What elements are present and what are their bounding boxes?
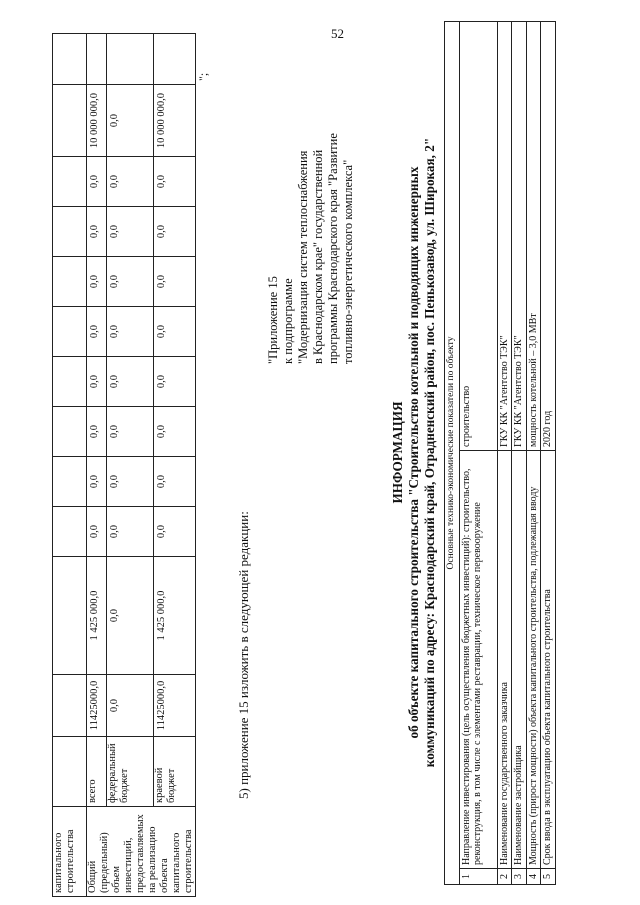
row-sublabel: всего: [87, 737, 107, 807]
cell-value: 11425000,0: [87, 675, 107, 737]
cell-value: 0,0: [153, 207, 195, 257]
table-row: [526, 21, 541, 884]
cell-value: 0,0: [106, 557, 153, 675]
cell-value: 0,0: [87, 257, 107, 307]
row-label: капитального строительства: [53, 807, 87, 897]
cell-value: 0,0: [153, 157, 195, 207]
indicator-value: строительство: [459, 21, 497, 450]
cell-value: 0,0: [87, 307, 107, 357]
financing-table: [52, 33, 196, 897]
indicator-name: Наименование государственного заказчика: [497, 451, 512, 869]
indicator-name: Мощность (прирост мощности) объекта капитального строительства, подлежащая вводу: [526, 451, 541, 869]
indicator-value: мощность котельной – 3,0 МВт: [526, 21, 541, 450]
appendix-heading: [266, 133, 356, 364]
cell-value: 0,0: [87, 157, 107, 207]
table-row: [512, 21, 527, 884]
row-number: 5: [541, 869, 556, 885]
table-row: [106, 34, 153, 897]
cell-value: 0,0: [87, 357, 107, 407]
indicator-value: ГКУ КК "Агентство ТЭК": [497, 21, 512, 450]
cell-value: 0,0: [106, 207, 153, 257]
table-header: Основные технико-экономические показатели по объекту: [445, 21, 460, 884]
cell-value: 0,0: [153, 307, 195, 357]
cell-value: 0,0: [106, 257, 153, 307]
cell-value: 0,0: [87, 507, 107, 557]
appendix-line: топливно-энергетического комплекса": [341, 159, 355, 364]
row-number: 2: [497, 869, 512, 885]
title-subheading: об объекте капитального строительства "Строительство котельной и подводящих инженерных: [406, 166, 421, 739]
cell-value: 0,0: [153, 407, 195, 457]
appendix-line: программы Краснодарского края "Развитие: [326, 133, 340, 364]
row-sublabel: краевой бюджет: [153, 737, 195, 807]
table-row: [53, 34, 87, 897]
cell-value: 10 000 000,0: [153, 85, 195, 157]
cell-value: 0,0: [153, 357, 195, 407]
cell-value: 10 000 000,0: [87, 85, 107, 157]
table-header-row: [445, 21, 460, 884]
appendix-line: "Модернизация систем теплоснабжения: [296, 150, 310, 364]
cell-value: 0,0: [153, 507, 195, 557]
table-row: [87, 34, 107, 897]
cell-value: 0,0: [106, 307, 153, 357]
table-row: [497, 21, 512, 884]
appendix-line: "Приложение 15: [266, 276, 280, 364]
cell-value: 1 425 000,0: [87, 557, 107, 675]
row-label: Общий (предельный) объем инвестиций, предоставляемых на реализацию объекта капитального строительства: [87, 807, 196, 897]
table-row: [459, 21, 497, 884]
title-subheading: коммуникаций по адресу: Краснодарский край, Отрадненский район, пос. Пенькозавод, ул. Широкая, 2": [422, 137, 437, 768]
cell-value: 0,0: [106, 157, 153, 207]
cell-value: 0,0: [106, 457, 153, 507]
indicator-name: Наименование застройщика: [512, 451, 527, 869]
cell-value: 1 425 000,0: [153, 557, 195, 675]
cell-value: 0,0: [106, 675, 153, 737]
cell-value: 0,0: [153, 457, 195, 507]
cell-value: 0,0: [106, 357, 153, 407]
table-row: [541, 21, 556, 884]
cell-value: 0,0: [87, 407, 107, 457]
cell-value: 0,0: [87, 207, 107, 257]
cell-value: 0,0: [153, 257, 195, 307]
indicator-name: Срок ввода в эксплуатацию объекта капитального строительства: [541, 451, 556, 869]
cell-value: 0,0: [106, 407, 153, 457]
indicator-value: ГКУ КК "Агентство ТЭК": [512, 21, 527, 450]
row-number: 1: [459, 869, 497, 885]
cell-value: 0,0: [106, 85, 153, 157]
cell-value: 11425000,0: [153, 675, 195, 737]
title-heading: ИНФОРМАЦИЯ: [390, 401, 405, 504]
object-info-table: [444, 21, 556, 885]
cell-value: 0,0: [87, 457, 107, 507]
document-title: [390, 40, 438, 865]
indicator-name: Направление инвестирования (цель осуществления бюджетных инвестиций): строительство, реконструкция, в том числе с элементами реставрации, техническое перевооружение: [459, 451, 497, 869]
appendix-line: к подпрограмме: [281, 278, 295, 364]
cell-value: 0,0: [106, 507, 153, 557]
row-sublabel: федеральный бюджет: [106, 737, 153, 807]
indicator-value: 2020 год: [541, 21, 556, 450]
page-number: 52: [331, 26, 344, 41]
closing-quote-mark: ";: [196, 72, 210, 81]
table-row: [153, 34, 195, 897]
appendix-line: в Краснодарском крае" государственной: [311, 149, 325, 364]
row-number: 3: [512, 869, 527, 885]
row-number: 4: [526, 869, 541, 885]
amendment-instruction: 5) приложение 15 изложить в следующей редакции:: [236, 511, 251, 799]
